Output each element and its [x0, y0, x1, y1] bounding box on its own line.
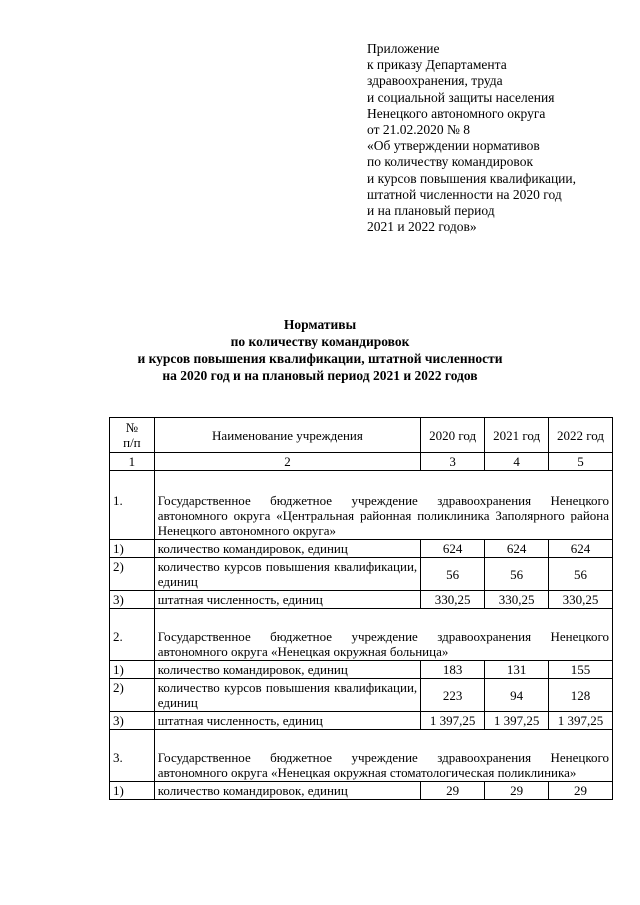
appendix-line: и курсов повышения квалификации,: [367, 170, 576, 186]
row-label: штатная численность, единиц: [154, 591, 420, 609]
appendix-line: 2021 и 2022 годов»: [367, 219, 477, 235]
value-2022: 128: [549, 679, 613, 712]
table-row: [110, 661, 613, 679]
table-row: [110, 558, 613, 591]
institution-row: [110, 471, 613, 540]
institution-number: 1.: [110, 471, 155, 540]
institution-row: [110, 730, 613, 782]
value-2022: 29: [549, 782, 613, 800]
value-2021: 131: [485, 661, 549, 679]
table-row: [110, 679, 613, 712]
appendix-line: «Об утверждении нормативов: [367, 138, 540, 154]
table-row: [110, 712, 613, 730]
appendix-line: и на плановый период: [367, 203, 495, 219]
row-number: 1): [110, 782, 155, 800]
table-row: [110, 540, 613, 558]
value-2022: 56: [549, 558, 613, 591]
column-number: 3: [421, 453, 485, 471]
value-2020: 1 397,25: [421, 712, 485, 730]
value-2021: 330,25: [485, 591, 549, 609]
header-cell-num: № п/п: [110, 418, 155, 453]
header-cell-2021: 2021 год: [485, 418, 549, 453]
header-cell-2020: 2020 год: [421, 418, 485, 453]
appendix-line: по количеству командировок: [367, 154, 534, 170]
row-number: 1): [110, 540, 155, 558]
title-line: на 2020 год и на плановый период 2021 и 2022 годов: [162, 368, 478, 383]
row-label: количество курсов повышения квалификации, единиц: [154, 679, 420, 712]
appendix-line: Ненецкого автономного округа: [367, 105, 546, 121]
appendix-line: от 21.02.2020 № 8: [367, 122, 470, 138]
appendix-line: Приложение: [367, 41, 440, 56]
title-line: и курсов повышения квалификации, штатной численности: [137, 351, 503, 366]
row-number: 3): [110, 591, 155, 609]
header-cell-name: Наименование учреждения: [154, 418, 420, 453]
institution-name: Государственное бюджетное учреждение здравоохранения Ненецкого автономного округа «Центральная районная поликлиника Заполярного района Ненецкого автономного округа»: [154, 471, 612, 540]
row-number: 1): [110, 661, 155, 679]
column-number-row: [110, 453, 613, 471]
value-2020: 56: [421, 558, 485, 591]
institution-name: Государственное бюджетное учреждение здравоохранения Ненецкого автономного округа «Ненецкая окружная стоматологическая поликлиника»: [154, 730, 612, 782]
column-number: 5: [549, 453, 613, 471]
row-label: количество командировок, единиц: [154, 782, 420, 800]
appendix-block: [367, 41, 576, 235]
row-number: 3): [110, 712, 155, 730]
appendix-line: штатной численности на 2020 год: [367, 186, 562, 202]
norms-table: [109, 417, 613, 800]
institution-number: 2.: [110, 609, 155, 661]
column-number: 2: [154, 453, 420, 471]
row-label: штатная численность, единиц: [154, 712, 420, 730]
institution-number: 3.: [110, 730, 155, 782]
value-2020: 183: [421, 661, 485, 679]
row-number: 2): [110, 679, 155, 712]
value-2021: 624: [485, 540, 549, 558]
institution-name: Государственное бюджетное учреждение здравоохранения Ненецкого автономного округа «Ненецкая окружная больница»: [154, 609, 612, 661]
row-label: количество курсов повышения квалификации, единиц: [154, 558, 420, 591]
value-2021: 94: [485, 679, 549, 712]
value-2020: 330,25: [421, 591, 485, 609]
value-2020: 223: [421, 679, 485, 712]
column-number: 1: [110, 453, 155, 471]
value-2022: 330,25: [549, 591, 613, 609]
row-label: количество командировок, единиц: [154, 540, 420, 558]
value-2021: 29: [485, 782, 549, 800]
value-2020: 624: [421, 540, 485, 558]
institution-row: [110, 609, 613, 661]
appendix-line: здравоохранения, труда: [367, 73, 503, 89]
value-2022: 624: [549, 540, 613, 558]
table-row: [110, 591, 613, 609]
value-2022: 155: [549, 661, 613, 679]
appendix-line: и социальной защиты населения: [367, 89, 555, 105]
table-row: [110, 782, 613, 800]
value-2022: 1 397,25: [549, 712, 613, 730]
column-number: 4: [485, 453, 549, 471]
title-line: по количеству командировок: [230, 334, 410, 349]
appendix-line: к приказу Департамента: [367, 57, 507, 73]
row-label: количество командировок, единиц: [154, 661, 420, 679]
title-line: Нормативы: [283, 317, 357, 332]
value-2021: 56: [485, 558, 549, 591]
table-header-row: [110, 418, 613, 453]
value-2020: 29: [421, 782, 485, 800]
document-title: [0, 316, 640, 384]
value-2021: 1 397,25: [485, 712, 549, 730]
header-cell-2022: 2022 год: [549, 418, 613, 453]
row-number: 2): [110, 558, 155, 591]
